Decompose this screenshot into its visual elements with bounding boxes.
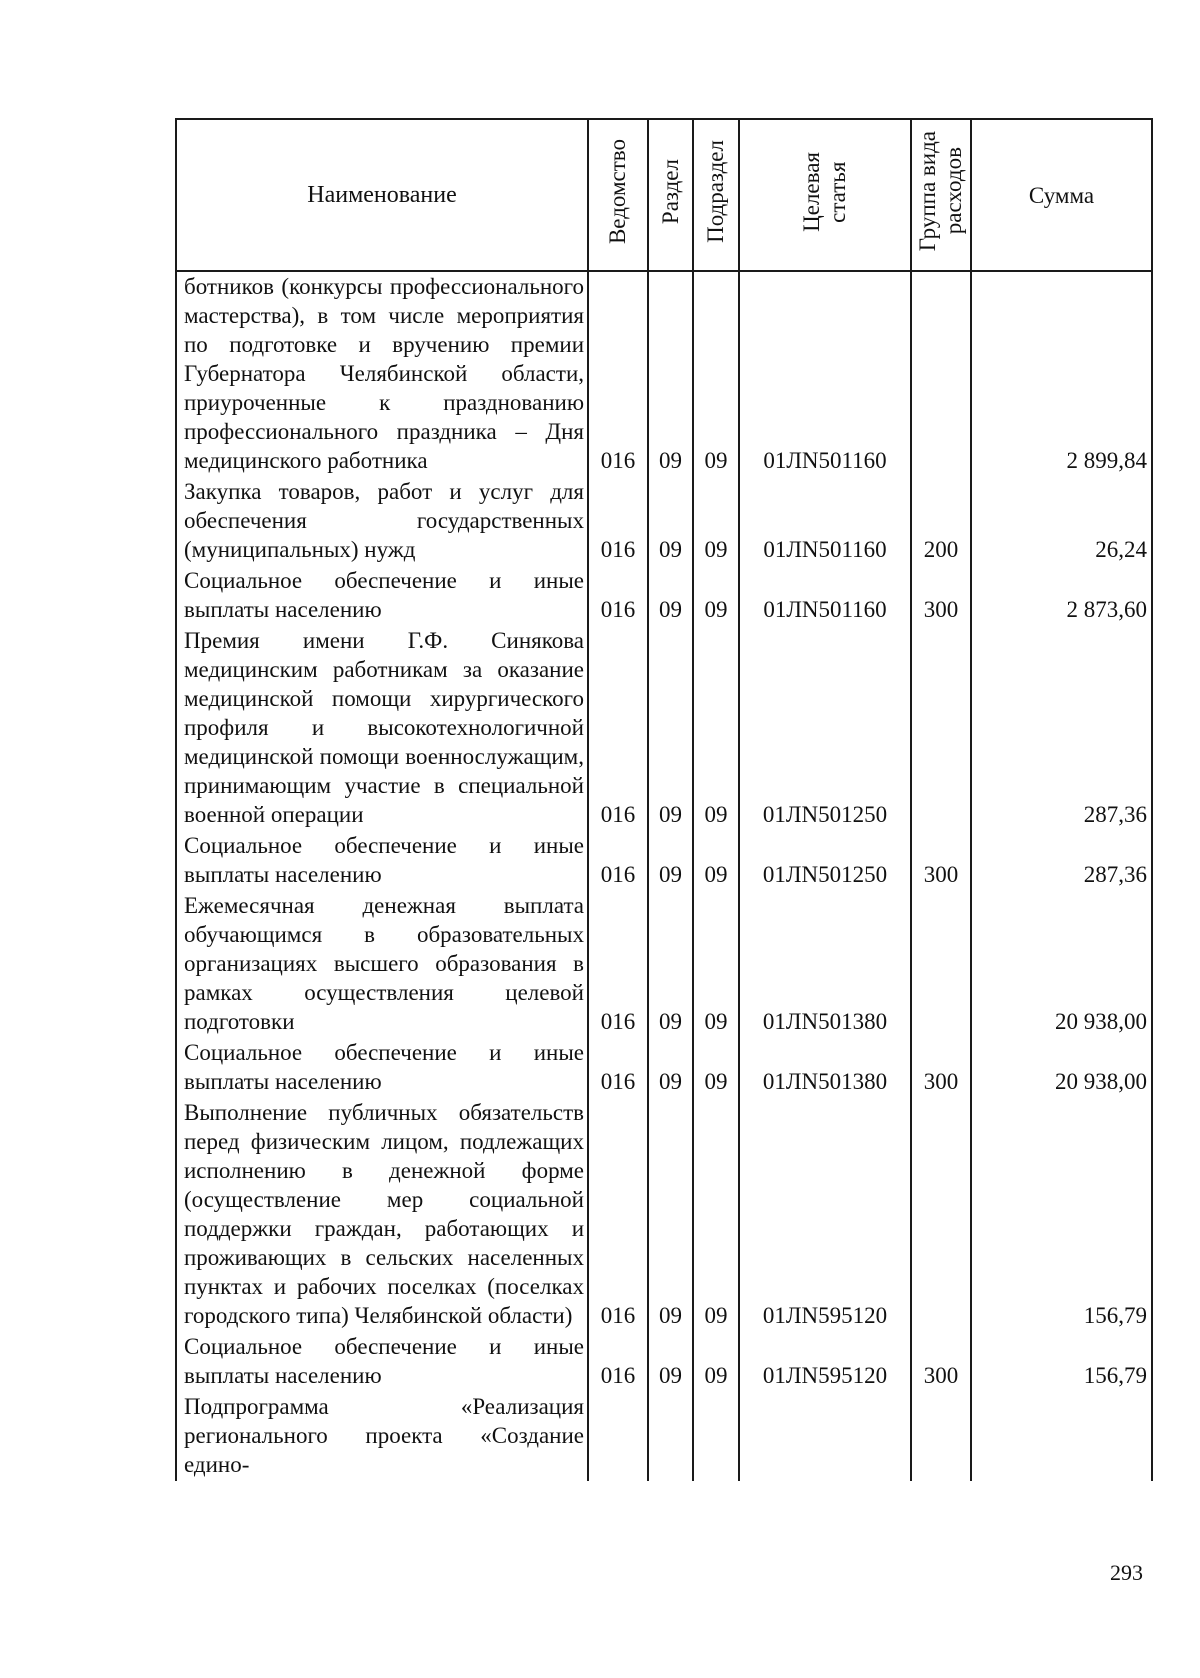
- budget-table: [175, 118, 1153, 1481]
- row-vedomstvo: 016: [588, 1098, 648, 1332]
- row-gruppa: 300: [911, 1038, 971, 1098]
- row-summa: 20 938,00: [971, 891, 1152, 1038]
- row-celevaya-statya: 01ЛN595120: [739, 1332, 911, 1392]
- row-name: Социальное обеспечение и иные выплаты населению: [176, 1332, 588, 1392]
- row-vedomstvo: [588, 1392, 648, 1481]
- table-row: [176, 831, 1152, 891]
- row-razdel: 09: [648, 626, 693, 831]
- row-vedomstvo: 016: [588, 566, 648, 626]
- row-gruppa: 300: [911, 831, 971, 891]
- row-celevaya-statya: 01ЛN501250: [739, 626, 911, 831]
- header-podrazdel: Подраздел: [693, 119, 739, 271]
- row-gruppa: [911, 1392, 971, 1481]
- row-vedomstvo: 016: [588, 271, 648, 477]
- header-gruppa-line2: расходов: [941, 147, 966, 236]
- header-razdel: Раздел: [648, 119, 693, 271]
- row-vedomstvo: 016: [588, 626, 648, 831]
- row-podrazdel: 09: [693, 1038, 739, 1098]
- row-gruppa: 200: [911, 477, 971, 566]
- row-celevaya-statya: 01ЛN595120: [739, 1098, 911, 1332]
- row-name: Социальное обеспечение и иные выплаты населению: [176, 831, 588, 891]
- row-gruppa: 300: [911, 1332, 971, 1392]
- row-summa: [971, 1392, 1152, 1481]
- row-name: ботников (конкурсы профессионального мастерства), в том числе мероприятия по подготовке и вручению премии Губернатора Челябинской области, приуроченные к празднованию профессионального праздника – Дня медицинского работника: [176, 271, 588, 477]
- row-gruppa: 300: [911, 566, 971, 626]
- row-razdel: 09: [648, 271, 693, 477]
- row-summa: 2 873,60: [971, 566, 1152, 626]
- table-row: [176, 1332, 1152, 1392]
- row-name: Премия имени Г.Ф. Синякова медицинским работникам за оказание медицинской помощи хирургического профиля и высокотехнологичной медицинской помощи военнослужащим, принимающим участие в специальной военной операции: [176, 626, 588, 831]
- row-celevaya-statya: 01ЛN501160: [739, 271, 911, 477]
- row-name: Подпрограмма «Реализация регионального проекта «Создание едино-: [176, 1392, 588, 1481]
- row-podrazdel: 09: [693, 1332, 739, 1392]
- table-body: [176, 271, 1152, 1481]
- row-celevaya-statya: 01ЛN501380: [739, 891, 911, 1038]
- row-podrazdel: 09: [693, 566, 739, 626]
- row-podrazdel: 09: [693, 626, 739, 831]
- header-vedomstvo: Ведомство: [588, 119, 648, 271]
- row-podrazdel: 09: [693, 831, 739, 891]
- row-summa: 287,36: [971, 626, 1152, 831]
- row-summa: 156,79: [971, 1098, 1152, 1332]
- row-gruppa: [911, 1098, 971, 1332]
- table-row: [176, 626, 1152, 831]
- row-celevaya-statya: 01ЛN501160: [739, 477, 911, 566]
- row-podrazdel: 09: [693, 891, 739, 1038]
- row-gruppa: [911, 271, 971, 477]
- header-celevaya-line1: Целевая: [799, 151, 824, 232]
- header-celevaya-line2: статья: [825, 160, 850, 223]
- header-name: Наименование: [176, 119, 588, 271]
- header-celevaya-statya: [739, 119, 911, 271]
- row-celevaya-statya: 01ЛN501250: [739, 831, 911, 891]
- row-summa: 20 938,00: [971, 1038, 1152, 1098]
- row-vedomstvo: 016: [588, 891, 648, 1038]
- row-podrazdel: 09: [693, 271, 739, 477]
- header-gruppa-line1: Группа вида: [915, 131, 940, 252]
- row-summa: 2 899,84: [971, 271, 1152, 477]
- row-celevaya-statya: 01ЛN501160: [739, 566, 911, 626]
- row-name: Социальное обеспечение и иные выплаты населению: [176, 1038, 588, 1098]
- row-celevaya-statya: [739, 1392, 911, 1481]
- row-razdel: 09: [648, 1098, 693, 1332]
- table-row: [176, 1392, 1152, 1481]
- row-razdel: [648, 1392, 693, 1481]
- row-podrazdel: 09: [693, 1098, 739, 1332]
- table-row: [176, 477, 1152, 566]
- row-gruppa: [911, 626, 971, 831]
- row-name: Ежемесячная денежная выплата обучающимся в образовательных организациях высшего образования в рамках осуществления целевой подготовки: [176, 891, 588, 1038]
- header-gruppa-vida-rashodov: [911, 119, 971, 271]
- row-razdel: 09: [648, 1332, 693, 1392]
- table-row: [176, 566, 1152, 626]
- row-summa: 26,24: [971, 477, 1152, 566]
- row-celevaya-statya: 01ЛN501380: [739, 1038, 911, 1098]
- table-row: [176, 271, 1152, 477]
- row-razdel: 09: [648, 1038, 693, 1098]
- row-razdel: 09: [648, 477, 693, 566]
- row-name: Выполнение публичных обязательств перед физическим лицом, подлежащих исполнению в денежной форме (осуществление мер социальной поддержки граждан, работающих и проживающих в сельских населенных пунктах и рабочих поселках (поселках городского типа) Челябинской области): [176, 1098, 588, 1332]
- row-summa: 287,36: [971, 831, 1152, 891]
- table-header: [176, 119, 1152, 271]
- row-name: Закупка товаров, работ и услуг для обеспечения государственных (муниципальных) нужд: [176, 477, 588, 566]
- row-razdel: 09: [648, 566, 693, 626]
- row-vedomstvo: 016: [588, 1332, 648, 1392]
- page-number: 293: [1110, 1560, 1143, 1585]
- row-vedomstvo: 016: [588, 831, 648, 891]
- table-row: [176, 891, 1152, 1038]
- table-row: [176, 1098, 1152, 1332]
- row-podrazdel: 09: [693, 477, 739, 566]
- row-gruppa: [911, 891, 971, 1038]
- row-razdel: 09: [648, 891, 693, 1038]
- row-razdel: 09: [648, 831, 693, 891]
- row-podrazdel: [693, 1392, 739, 1481]
- table-row: [176, 1038, 1152, 1098]
- row-vedomstvo: 016: [588, 477, 648, 566]
- header-summa: Сумма: [971, 119, 1152, 271]
- row-name: Социальное обеспечение и иные выплаты населению: [176, 566, 588, 626]
- row-summa: 156,79: [971, 1332, 1152, 1392]
- row-vedomstvo: 016: [588, 1038, 648, 1098]
